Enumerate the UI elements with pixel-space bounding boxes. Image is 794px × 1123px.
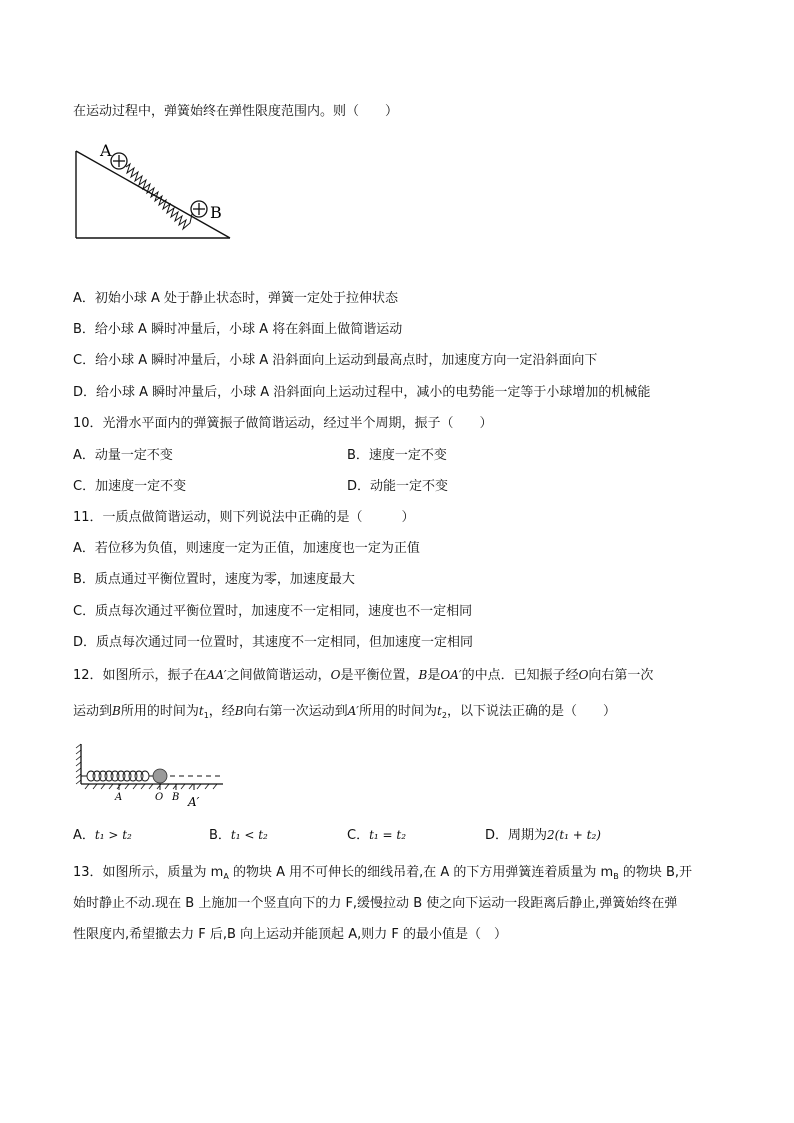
q9-option-b: B．给小球 A 瞬时冲量后，小球 A 将在斜面上做简谐运动 [73,322,403,337]
q11-option-a: A．若位移为负值，则速度一定为正值，加速度也一定为正值 [73,541,420,556]
ball-a [111,153,127,169]
oscillator-ball [153,769,167,783]
label-o: O [155,792,164,803]
q12-option-d: D．周期为2(t₁ + t₂) [485,828,601,843]
q11-stem: 11．一质点做简谐运动，则下列说法中正确的是（ ） [73,510,415,525]
q12-option-c: C．t₁ = t₂ [347,828,407,843]
q12-option-a: A．t₁ > t₂ [73,828,132,843]
q10-option-b: B．速度一定不变 [347,448,447,463]
q12-option-b: B．t₁ < t₂ [209,828,268,843]
q13-stem-line1: 13．如图所示，质量为 $m_A$ 的物块 A 用不可伸长的细线吊着,在 A 的下方用弹簧连着质量为 $m_B$ 的物块 B,开 [73,865,693,881]
q11-option-b: B．质点通过平衡位置时，速度为零，加速度最大 [73,572,355,587]
label-a: A [115,792,123,803]
label-b: B [172,792,180,803]
q9-option-c: C．给小球 A 瞬时冲量后，小球 A 沿斜面向上运动到最高点时，加速度方向一定沿斜面向下 [73,353,598,368]
q13-stem-line2: 始时静止不动.现在 B 上施加一个竖直向下的力 F,缓慢拉动 B 使之向下运动一段距离后静止,弹簧始终在弹 [73,896,678,911]
q10-option-c: C．加速度一定不变 [73,479,187,494]
q12-stem-line2: 运动到B所用的时间为$t_1$，经B向右第一次运动到A′所用的时间为$t_2$，以下说法正确的是（ ） [73,704,616,720]
q10-option-d: D．动能一定不变 [347,479,449,494]
q11-option-c: C．质点每次通过平衡位置时，加速度不一定相同，速度也不一定相同 [73,604,473,619]
q9-option-a: A．初始小球 A 处于静止状态时，弹簧一定处于拉伸状态 [73,291,399,306]
q10-stem: 10．光滑水平面内的弹簧振子做简谐运动，经过半个周期，振子（ ） [73,416,493,431]
intro-text: 在运动过程中，弹簧始终在弹性限度范围内。则（ ） [73,104,399,119]
incline-figure [70,140,245,245]
q11-option-d: D．质点每次通过同一位置时，其速度不一定相同，但加速度一定相同 [73,635,474,650]
q12-stem-line1: 12．如图所示，振子在AA′之间做简谐运动，O是平衡位置，B是OA′的中点．已知振子经O向右第一次 [73,668,654,683]
label-a: A [100,141,112,160]
incline-slope [76,151,230,238]
label-b: B [210,203,222,222]
spring-loops [87,771,149,781]
ball-b [191,201,207,217]
q9-option-d: D．给小球 A 瞬时冲量后，小球 A 沿斜面向上运动过程中，减小的电势能一定等于小球增加的机械能 [73,385,651,400]
spring-coil [126,164,194,229]
label-a-prime: A′ [188,795,200,809]
q10-option-a: A．动量一定不变 [73,448,173,463]
q13-stem-line3: 性限度内,希望撤去力 F 后,B 向上运动并能顶起 A,则力 F 的最小值是（ ） [73,927,507,942]
oscillator-figure [75,738,235,810]
